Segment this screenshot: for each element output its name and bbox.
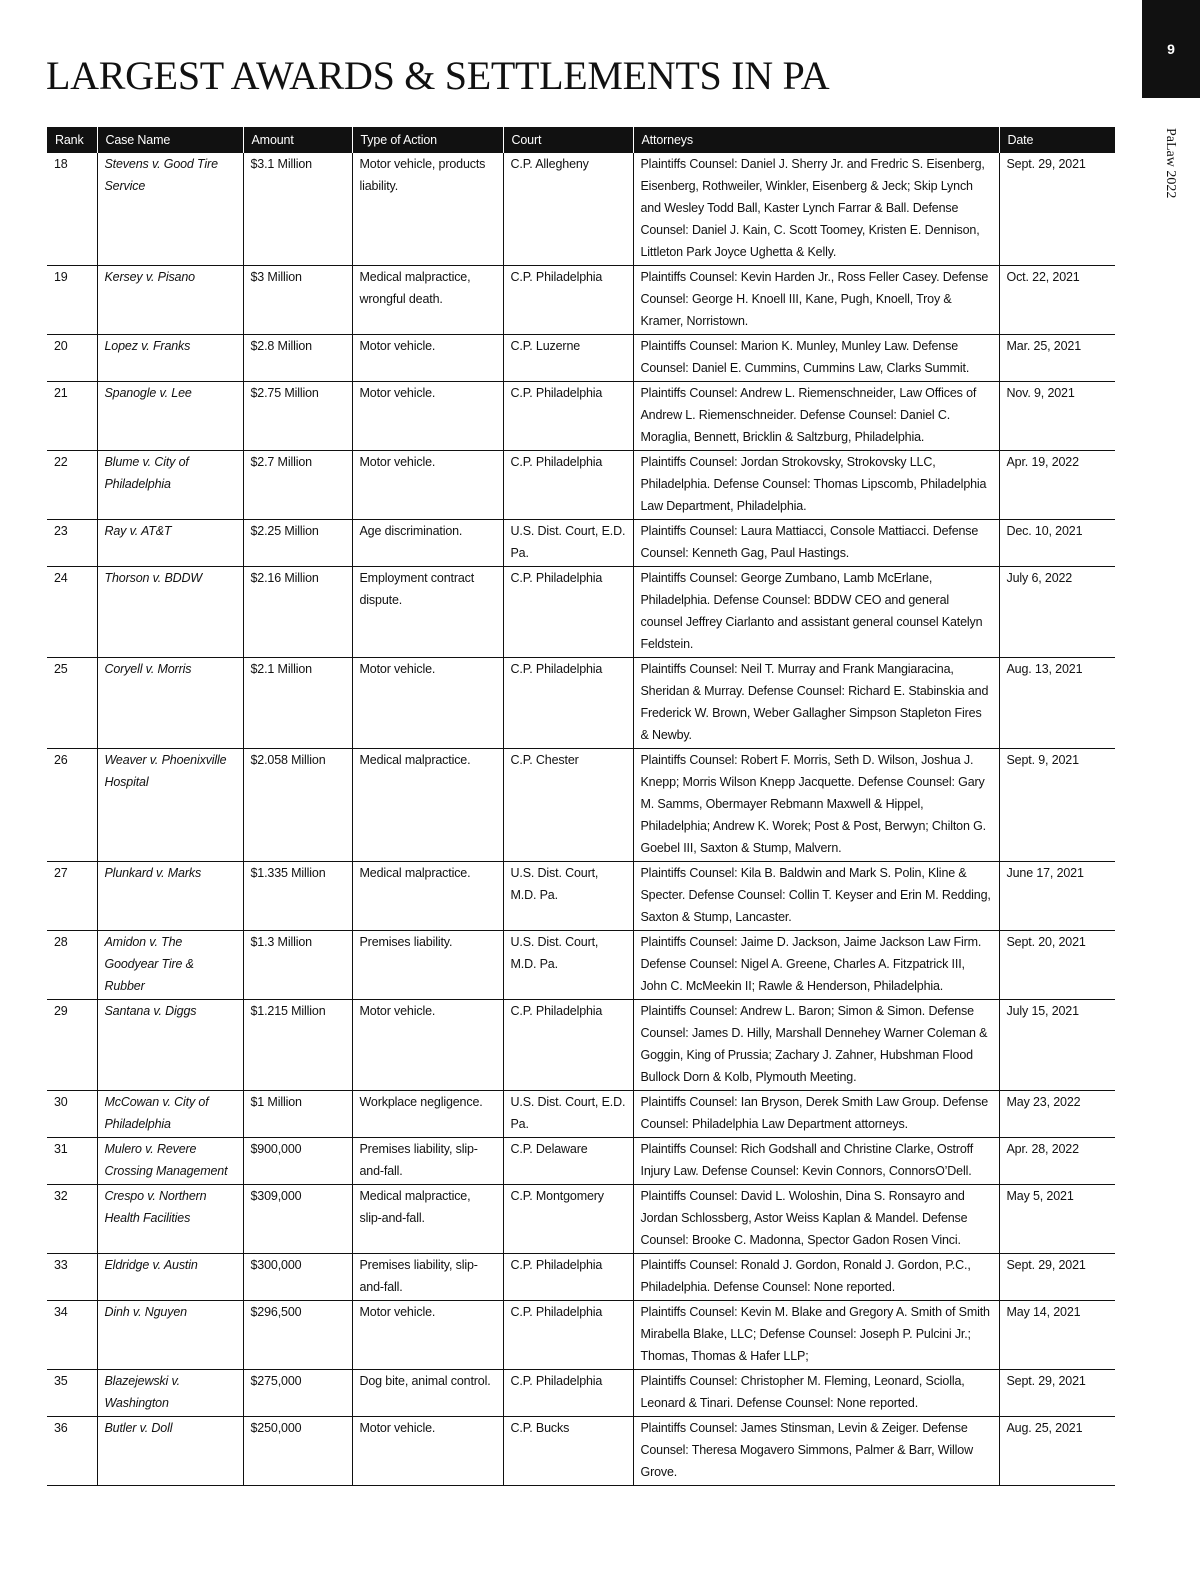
case-name-cell: Thorson v. BDDW [97, 567, 243, 658]
attorneys-cell: Plaintiffs Counsel: David L. Woloshin, Dina S. Ronsayro and Jordan Schlossberg, Astor Weiss Kaplan & Mandel. Defense Counsel: Brooke C. Madonna, Spector Gadon Rosen Vinci. [633, 1185, 999, 1254]
case-name-cell: Eldridge v. Austin [97, 1254, 243, 1301]
type-of-action-cell: Premises liability, slip-and-fall. [352, 1254, 503, 1301]
date-cell: Oct. 22, 2021 [999, 266, 1115, 335]
rank-cell: 35 [47, 1370, 97, 1417]
amount-cell: $900,000 [243, 1138, 352, 1185]
rank-cell: 32 [47, 1185, 97, 1254]
case-name-cell: Kersey v. Pisano [97, 266, 243, 335]
rank-cell: 29 [47, 1000, 97, 1091]
amount-cell: $275,000 [243, 1370, 352, 1417]
type-of-action-cell: Medical malpractice. [352, 862, 503, 931]
case-name-cell: Weaver v. Phoenixville Hospital [97, 749, 243, 862]
date-cell: Nov. 9, 2021 [999, 382, 1115, 451]
attorneys-cell: Plaintiffs Counsel: Jaime D. Jackson, Jaime Jackson Law Firm. Defense Counsel: Nigel A. Greene, Charles A. Fitzpatrick III, John C. McMeekin II; Rawle & Henderson, Philadelphia. [633, 931, 999, 1000]
attorneys-cell: Plaintiffs Counsel: Robert F. Morris, Seth D. Wilson, Joshua J. Knepp; Morris Wilson Knepp Jacquette. Defense Counsel: Gary M. Samms, Obermayer Rebmann Maxwell & Hippel, Philadelphia; Andrew K. Worek; Post & Post, Berwyn; Chilton G. Goebel III, Saxton & Stump, Malvern. [633, 749, 999, 862]
case-name-cell: Coryell v. Morris [97, 658, 243, 749]
date-cell: Sept. 29, 2021 [999, 153, 1115, 266]
attorneys-cell: Plaintiffs Counsel: Andrew L. Riemenschneider, Law Offices of Andrew L. Riemenschneider. Defense Counsel: Daniel C. Moraglia, Bennett, Bricklin & Saltzburg, Philadelphia. [633, 382, 999, 451]
amount-cell: $1.215 Million [243, 1000, 352, 1091]
date-cell: Aug. 13, 2021 [999, 658, 1115, 749]
type-of-action-cell: Employment contract dispute. [352, 567, 503, 658]
court-cell: C.P. Philadelphia [503, 451, 633, 520]
amount-cell: $2.75 Million [243, 382, 352, 451]
table-row [47, 520, 1115, 567]
court-cell: C.P. Chester [503, 749, 633, 862]
table-row [47, 1370, 1115, 1417]
court-cell: C.P. Montgomery [503, 1185, 633, 1254]
attorneys-cell: Plaintiffs Counsel: Kevin Harden Jr., Ross Feller Casey. Defense Counsel: George H. Knoell III, Kane, Pugh, Knoell, Troy & Kramer, Norristown. [633, 266, 999, 335]
table-row [47, 1254, 1115, 1301]
table-row [47, 1000, 1115, 1091]
amount-cell: $250,000 [243, 1417, 352, 1486]
attorneys-cell: Plaintiffs Counsel: Kevin M. Blake and Gregory A. Smith of Smith Mirabella Blake, LLC; Defense Counsel: Joseph P. Pulcini Jr.; Thomas, Thomas & Hafer LLP; [633, 1301, 999, 1370]
rank-cell: 26 [47, 749, 97, 862]
rank-cell: 36 [47, 1417, 97, 1486]
attorneys-cell: Plaintiffs Counsel: Ian Bryson, Derek Smith Law Group. Defense Counsel: Philadelphia Law Department attorneys. [633, 1091, 999, 1138]
rank-cell: 24 [47, 567, 97, 658]
rank-cell: 34 [47, 1301, 97, 1370]
case-name-cell: McCowan v. City of Philadelphia [97, 1091, 243, 1138]
court-cell: C.P. Philadelphia [503, 567, 633, 658]
attorneys-cell: Plaintiffs Counsel: Neil T. Murray and Frank Mangiaracina, Sheridan & Murray. Defense Counsel: Richard E. Stabinskia and Frederick W. Brown, Weber Gallagher Simpson Stapleton Fires & Newby. [633, 658, 999, 749]
table-row [47, 1185, 1115, 1254]
court-cell: U.S. Dist. Court, M.D. Pa. [503, 931, 633, 1000]
amount-cell: $300,000 [243, 1254, 352, 1301]
date-cell: Dec. 10, 2021 [999, 520, 1115, 567]
date-cell: July 15, 2021 [999, 1000, 1115, 1091]
type-of-action-cell: Workplace negligence. [352, 1091, 503, 1138]
table-row [47, 931, 1115, 1000]
awards-table [47, 127, 1115, 1486]
type-of-action-cell: Premises liability, slip-and-fall. [352, 1138, 503, 1185]
table-row [47, 382, 1115, 451]
header-type-of-action: Type of Action [352, 127, 503, 153]
case-name-cell: Crespo v. Northern Health Facilities [97, 1185, 243, 1254]
date-cell: Apr. 28, 2022 [999, 1138, 1115, 1185]
amount-cell: $309,000 [243, 1185, 352, 1254]
case-name-cell: Spanogle v. Lee [97, 382, 243, 451]
case-name-cell: Mulero v. Revere Crossing Management [97, 1138, 243, 1185]
table-row [47, 1138, 1115, 1185]
table-row [47, 1417, 1115, 1486]
attorneys-cell: Plaintiffs Counsel: Laura Mattiacci, Console Mattiacci. Defense Counsel: Kenneth Gag, Paul Hastings. [633, 520, 999, 567]
header-court: Court [503, 127, 633, 153]
type-of-action-cell: Motor vehicle. [352, 382, 503, 451]
attorneys-cell: Plaintiffs Counsel: James Stinsman, Levin & Zeiger. Defense Counsel: Theresa Mogavero Simmons, Palmer & Barr, Willow Grove. [633, 1417, 999, 1486]
case-name-cell: Plunkard v. Marks [97, 862, 243, 931]
type-of-action-cell: Motor vehicle. [352, 1000, 503, 1091]
date-cell: July 6, 2022 [999, 567, 1115, 658]
amount-cell: $3.1 Million [243, 153, 352, 266]
attorneys-cell: Plaintiffs Counsel: Marion K. Munley, Munley Law. Defense Counsel: Daniel E. Cummins, Cummins Law, Clarks Summit. [633, 335, 999, 382]
amount-cell: $1.335 Million [243, 862, 352, 931]
rank-cell: 27 [47, 862, 97, 931]
date-cell: May 5, 2021 [999, 1185, 1115, 1254]
case-name-cell: Lopez v. Franks [97, 335, 243, 382]
date-cell: June 17, 2021 [999, 862, 1115, 931]
amount-cell: $1 Million [243, 1091, 352, 1138]
amount-cell: $1.3 Million [243, 931, 352, 1000]
table-row [47, 862, 1115, 931]
type-of-action-cell: Motor vehicle. [352, 1417, 503, 1486]
rank-cell: 19 [47, 266, 97, 335]
attorneys-cell: Plaintiffs Counsel: Rich Godshall and Christine Clarke, Ostroff Injury Law. Defense Counsel: Kevin Connors, ConnorsO’Dell. [633, 1138, 999, 1185]
rank-cell: 31 [47, 1138, 97, 1185]
court-cell: C.P. Bucks [503, 1417, 633, 1486]
rank-cell: 22 [47, 451, 97, 520]
court-cell: C.P. Luzerne [503, 335, 633, 382]
type-of-action-cell: Motor vehicle. [352, 658, 503, 749]
court-cell: U.S. Dist. Court, M.D. Pa. [503, 862, 633, 931]
amount-cell: $2.25 Million [243, 520, 352, 567]
table-row [47, 749, 1115, 862]
rank-cell: 21 [47, 382, 97, 451]
rank-cell: 33 [47, 1254, 97, 1301]
court-cell: C.P. Delaware [503, 1138, 633, 1185]
court-cell: C.P. Philadelphia [503, 1301, 633, 1370]
page-number-tab [1142, 0, 1200, 98]
rank-cell: 23 [47, 520, 97, 567]
running-head: PaLaw 2022 [1163, 128, 1178, 199]
date-cell: May 23, 2022 [999, 1091, 1115, 1138]
case-name-cell: Amidon v. The Goodyear Tire & Rubber [97, 931, 243, 1000]
type-of-action-cell: Age discrimination. [352, 520, 503, 567]
rank-cell: 25 [47, 658, 97, 749]
page-title: LARGEST AWARDS & SETTLEMENTS IN PA [46, 53, 830, 98]
date-cell: Sept. 29, 2021 [999, 1254, 1115, 1301]
table-row [47, 1301, 1115, 1370]
type-of-action-cell: Motor vehicle. [352, 335, 503, 382]
date-cell: Sept. 9, 2021 [999, 749, 1115, 862]
amount-cell: $3 Million [243, 266, 352, 335]
attorneys-cell: Plaintiffs Counsel: Kila B. Baldwin and Mark S. Polin, Kline & Specter. Defense Counsel: Collin T. Keyser and Erin M. Redding, Saxton & Stump, Lancaster. [633, 862, 999, 931]
type-of-action-cell: Motor vehicle. [352, 1301, 503, 1370]
amount-cell: $296,500 [243, 1301, 352, 1370]
court-cell: C.P. Philadelphia [503, 1000, 633, 1091]
table-row [47, 335, 1115, 382]
case-name-cell: Stevens v. Good Tire Service [97, 153, 243, 266]
table-body [47, 153, 1115, 1486]
table-row [47, 658, 1115, 749]
type-of-action-cell: Medical malpractice. [352, 749, 503, 862]
amount-cell: $2.058 Million [243, 749, 352, 862]
table-row [47, 153, 1115, 266]
table-row [47, 266, 1115, 335]
header-amount: Amount [243, 127, 352, 153]
table-row [47, 567, 1115, 658]
case-name-cell: Butler v. Doll [97, 1417, 243, 1486]
table-row [47, 451, 1115, 520]
court-cell: C.P. Philadelphia [503, 1254, 633, 1301]
header-date: Date [999, 127, 1115, 153]
date-cell: Sept. 20, 2021 [999, 931, 1115, 1000]
header-case-name: Case Name [97, 127, 243, 153]
type-of-action-cell: Medical malpractice, slip-and-fall. [352, 1185, 503, 1254]
rank-cell: 28 [47, 931, 97, 1000]
court-cell: C.P. Allegheny [503, 153, 633, 266]
attorneys-cell: Plaintiffs Counsel: Christopher M. Fleming, Leonard, Sciolla, Leonard & Tinari. Defense Counsel: None reported. [633, 1370, 999, 1417]
amount-cell: $2.8 Million [243, 335, 352, 382]
table-header-row [47, 127, 1115, 153]
case-name-cell: Dinh v. Nguyen [97, 1301, 243, 1370]
header-rank: Rank [47, 127, 97, 153]
attorneys-cell: Plaintiffs Counsel: Daniel J. Sherry Jr. and Fredric S. Eisenberg, Eisenberg, Rothweiler, Winkler, Eisenberg & Jeck; Skip Lynch and Wesley Todd Ball, Kaster Lynch Farrar & Ball. Defense Counsel: Daniel J. Kain, C. Scott Toomey, Kristen E. Dennison, Littleton Park Joyce Ughetta & Kelly. [633, 153, 999, 266]
amount-cell: $2.1 Million [243, 658, 352, 749]
type-of-action-cell: Premises liability. [352, 931, 503, 1000]
rank-cell: 20 [47, 335, 97, 382]
date-cell: Sept. 29, 2021 [999, 1370, 1115, 1417]
type-of-action-cell: Medical malpractice, wrongful death. [352, 266, 503, 335]
date-cell: Apr. 19, 2022 [999, 451, 1115, 520]
attorneys-cell: Plaintiffs Counsel: Jordan Strokovsky, Strokovsky LLC, Philadelphia. Defense Counsel: Thomas Lipscomb, Philadelphia Law Department, Philadelphia. [633, 451, 999, 520]
court-cell: C.P. Philadelphia [503, 382, 633, 451]
type-of-action-cell: Dog bite, animal control. [352, 1370, 503, 1417]
header-attorneys: Attorneys [633, 127, 999, 153]
rank-cell: 30 [47, 1091, 97, 1138]
type-of-action-cell: Motor vehicle, products liability. [352, 153, 503, 266]
page-number: 9 [1167, 41, 1175, 57]
table-row [47, 1091, 1115, 1138]
case-name-cell: Blazejewski v. Washington [97, 1370, 243, 1417]
court-cell: C.P. Philadelphia [503, 266, 633, 335]
rank-cell: 18 [47, 153, 97, 266]
attorneys-cell: Plaintiffs Counsel: Ronald J. Gordon, Ronald J. Gordon, P.C., Philadelphia. Defense Counsel: None reported. [633, 1254, 999, 1301]
court-cell: U.S. Dist. Court, E.D. Pa. [503, 1091, 633, 1138]
amount-cell: $2.16 Million [243, 567, 352, 658]
attorneys-cell: Plaintiffs Counsel: Andrew L. Baron; Simon & Simon. Defense Counsel: James D. Hilly, Marshall Dennehey Warner Coleman & Goggin, King of Prussia; Zachary J. Zahner, Hubshman Flood Bullock Dorn & Kolb, Plymouth Meeting. [633, 1000, 999, 1091]
case-name-cell: Blume v. City of Philadelphia [97, 451, 243, 520]
court-cell: U.S. Dist. Court, E.D. Pa. [503, 520, 633, 567]
case-name-cell: Santana v. Diggs [97, 1000, 243, 1091]
attorneys-cell: Plaintiffs Counsel: George Zumbano, Lamb McErlane, Philadelphia. Defense Counsel: BDDW CEO and general counsel Jeffrey Ciarlanto and assistant general counsel Katelyn Feldstein. [633, 567, 999, 658]
date-cell: Aug. 25, 2021 [999, 1417, 1115, 1486]
date-cell: May 14, 2021 [999, 1301, 1115, 1370]
case-name-cell: Ray v. AT&T [97, 520, 243, 567]
court-cell: C.P. Philadelphia [503, 1370, 633, 1417]
court-cell: C.P. Philadelphia [503, 658, 633, 749]
date-cell: Mar. 25, 2021 [999, 335, 1115, 382]
type-of-action-cell: Motor vehicle. [352, 451, 503, 520]
amount-cell: $2.7 Million [243, 451, 352, 520]
